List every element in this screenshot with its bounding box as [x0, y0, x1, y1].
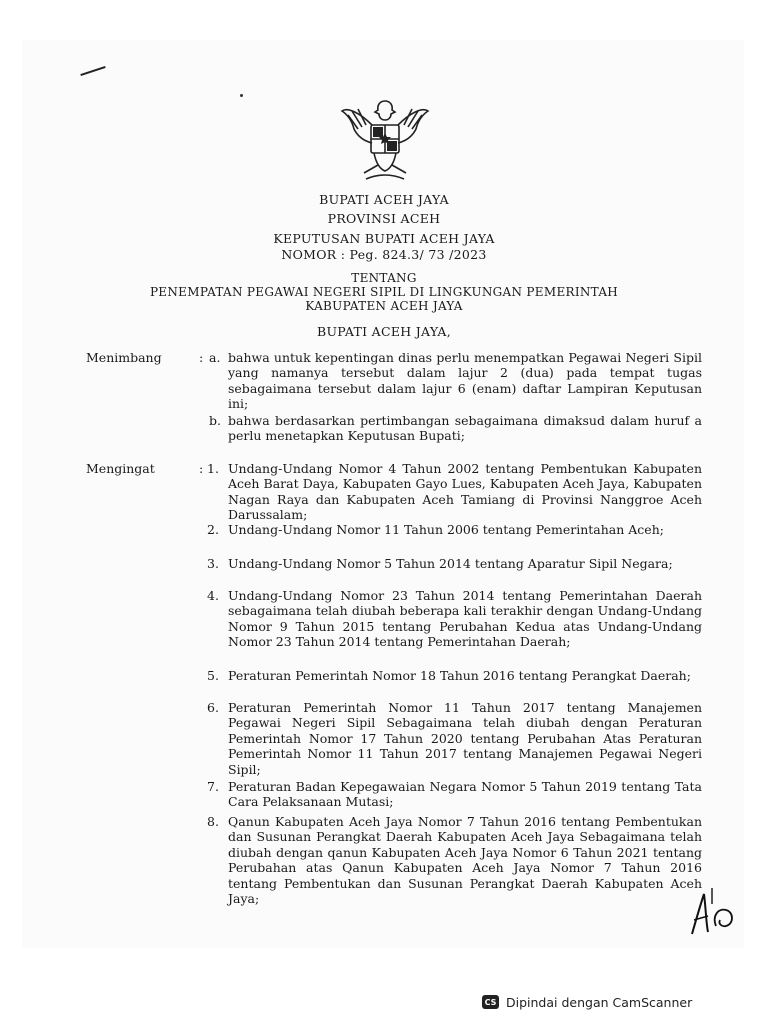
menimbang-label: Menimbang [86, 350, 162, 365]
watermark-text: Dipindai dengan CamScanner [506, 994, 693, 1010]
mengingat-item-text: Undang-Undang Nomor 5 Tahun 2014 tentang Aparatur Sipil Negara; [228, 556, 673, 571]
mengingat-colon: : [199, 461, 204, 476]
menimbang-item-text: bahwa berdasarkan pertimbangan sebagaimana dimaksud dalam huruf a perlu menetapkan Keputusan Bupati; [228, 413, 702, 444]
mengingat-item-marker: 6. [207, 700, 219, 715]
mengingat-item-text: Undang-Undang Nomor 11 Tahun 2006 tentang Pemerintahan Aceh; [228, 522, 664, 537]
tentang-heading: TENTANG [351, 271, 417, 285]
mengingat-item-text: Undang-Undang Nomor 4 Tahun 2002 tentang Pembentukan Kabupaten Aceh Barat Daya, Kabupaten Gayo Lues, Kabupaten Aceh Jaya, Kabupaten Nagan Raya dan Kabupaten Aceh Tamiang di Provinsi Nanggroe Aceh Darussalam; [228, 461, 702, 523]
menimbang-item-text: bahwa untuk kepentingan dinas perlu menempatkan Pegawai Negeri Sipil yang namanya tersebut dalam lajur 2 (dua) pada tempat tugas sebagaimana tersebut dalam lajur 6 (enam) daftar Lampiran Keputusan ini; [228, 350, 702, 412]
mengingat-item-marker: 1. [207, 461, 219, 476]
menimbang-item-marker: a. [209, 350, 221, 365]
mengingat-item-text: Undang-Undang Nomor 23 Tahun 2014 tentang Pemerintahan Daerah sebagaimana telah diubah beberapa kali terakhir dengan Undang-Undang Nomor 9 Tahun 2015 tentang Perubahan Kedua atas Undang-Undang Nomor 23 Tahun 2014 tentang Pemerintahan Daerah; [228, 588, 702, 650]
document-number: NOMOR : Peg. 824.3/ 73 /2023 [281, 247, 487, 262]
subject-line-1: PENEMPATAN PEGAWAI NEGERI SIPIL DI LINGKUNGAN PEMERINTAH [149, 285, 619, 299]
subject-line-2: KABUPATEN ACEH JAYA [305, 299, 463, 313]
bupati-heading: BUPATI ACEH JAYA, [316, 324, 452, 339]
mengingat-item-marker: 4. [207, 588, 219, 603]
mengingat-item-marker: 7. [207, 779, 219, 794]
mengingat-item-marker: 2. [207, 522, 219, 537]
camscanner-watermark [482, 991, 750, 1013]
mengingat-item-marker: 8. [207, 814, 219, 829]
mengingat-item-marker: 3. [207, 556, 219, 571]
camscanner-logo-icon: CS [482, 995, 499, 1009]
garuda-emblem-icon [338, 95, 432, 187]
header-title-2: PROVINSI ACEH [327, 211, 441, 226]
menimbang-item-marker: b. [209, 413, 221, 428]
header-title-3: KEPUTUSAN BUPATI ACEH JAYA [273, 231, 495, 246]
signature-icon [686, 880, 738, 940]
mengingat-item-text: Peraturan Pemerintah Nomor 18 Tahun 2016 tentang Perangkat Daerah; [228, 668, 691, 683]
mengingat-item-text: Peraturan Pemerintah Nomor 11 Tahun 2017 tentang Manajemen Pegawai Negeri Sipil Sebagaimana telah diubah dengan Peraturan Pemerintah Nomor 17 Tahun 2020 tentang Perubahan Atas Peraturan Pemerintah Nomor 11 Tahun 2017 tentang Manajemen Pegawai Negeri Sipil; [228, 700, 702, 777]
header-title-1: BUPATI ACEH JAYA [319, 192, 449, 207]
mengingat-item-marker: 5. [207, 668, 219, 683]
ink-dot [240, 94, 243, 97]
mengingat-item-text: Peraturan Badan Kepegawaian Negara Nomor 5 Tahun 2019 tentang Tata Cara Pelaksanaan Mutasi; [228, 779, 702, 810]
mengingat-item-text: Qanun Kabupaten Aceh Jaya Nomor 7 Tahun 2016 tentang Pembentukan dan Susunan Perangkat Daerah Kabupaten Aceh Jaya Sebagaimana telah diubah dengan qanun Kabupaten Aceh Jaya Nomor 6 Tahun 2021 tentang Perubahan atas Qanun Kabupaten Aceh Jaya Nomor 7 Tahun 2016 tentang Pembentukan dan Susunan Perangkat Daerah Kabupaten Aceh Jaya; [228, 814, 702, 907]
mengingat-label: Mengingat [86, 461, 155, 476]
menimbang-colon: : [199, 350, 204, 365]
